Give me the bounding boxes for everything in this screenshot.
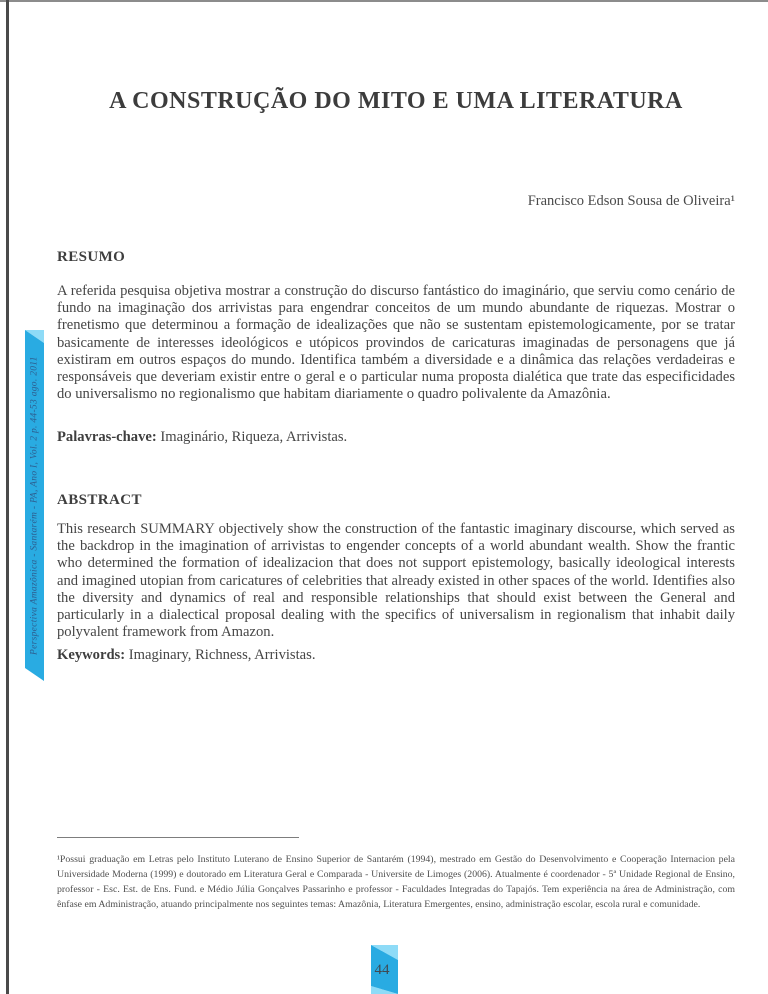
resumo-heading: RESUMO — [57, 249, 126, 265]
journal-reference-text: Perspectiva Amazônica - Santarém - PA, Ano I, Vol. 2 p. 44-53 ago. 2011 — [29, 356, 40, 655]
article-title: A CONSTRUÇÃO DO MITO E UMA LITERATURA — [109, 88, 683, 114]
abstract-heading: ABSTRACT — [57, 492, 142, 508]
author-name: Francisco Edson Sousa de Oliveira¹ — [527, 193, 735, 209]
resumo-paragraph: A referida pesquisa objetiva mostrar a construção do discurso fantástico do imaginário, que serviu como cenário de fundo na imaginação dos arrivistas para engendrar conceitos de um mundo abundante de riquezas. Mostrar o frenetismo que determinou a formação de idealizações que não se sustentam epistemologicamente, por se tratar basicamente de interesses ideológicos e utópicos provindos de caricaturas imaginadas de personagens que já existiram em outros espaços do mundo. Identifica também a diversidade e a dinâmica das relações verdadeiras e responsáveis que deveriam existir entre o geral e o particular numa proposta dialética que trate das especificidades do universalismo no regionalismo que habitam diariamente o quadro polivalente da Amazônia. — [57, 283, 735, 403]
footnote-text: ¹Possui graduação em Letras pelo Instituto Luterano de Ensino Superior de Santarém (1994), mestrado em Gestão do Desenvolvimento e Cooperação Internacion pela Universidade Moderna (1999) e doutorado em Literatura Geral e Comparada - Universite de Limoges (2006). Atualmente é coordenador - 5ª Unidade Regional de Ensino, professor - Esc. Est. de Ens. Fund. e Médio Júlia Gonçalves Passarinho e professor - Faculdades Integradas do Tapajós. Tem experiência na área de Administração, com ênfase em Administração, atuando principalmente nos seguintes temas: Amazônia, Literatura Emergentes, ensino, administração escolar, escola rural e comunidade. — [57, 854, 735, 910]
palavras-chave-line — [57, 429, 735, 446]
journal-side-ribbon — [25, 330, 44, 681]
palavras-chave-label: Palavras-chave: — [57, 429, 157, 445]
abstract-paragraph: This research SUMMARY objectively show the construction of the fantastic imaginary discourse, which served as the backdrop in the imagination of arrivistas to engender concepts of a world abundant wealth. Show the frantic who determined the formation of idealizacion that does not support epistemology, basically ideological interests and imagined utopian from caricatures of celebrities that already existed in other spaces of the world. Identifies also the diversity and dynamics of real and responsible relationships that should exist between the General and particularly in a dialectical proposal dealing with the specifics of universalism in regionalism that inhabit daily polyvalent framework from Amazon. — [57, 521, 735, 641]
page-number-badge — [371, 945, 398, 994]
scan-top-border — [0, 0, 768, 2]
keywords-label: Keywords: — [57, 647, 126, 663]
palavras-chave-text: Imaginário, Riqueza, Arrivistas. — [156, 429, 348, 445]
keywords-text: Imaginary, Richness, Arrivistas. — [125, 647, 316, 663]
footnote-separator — [57, 837, 299, 838]
keywords-line — [57, 647, 735, 664]
page-number: 44 — [374, 962, 390, 978]
scan-left-border — [6, 0, 9, 994]
